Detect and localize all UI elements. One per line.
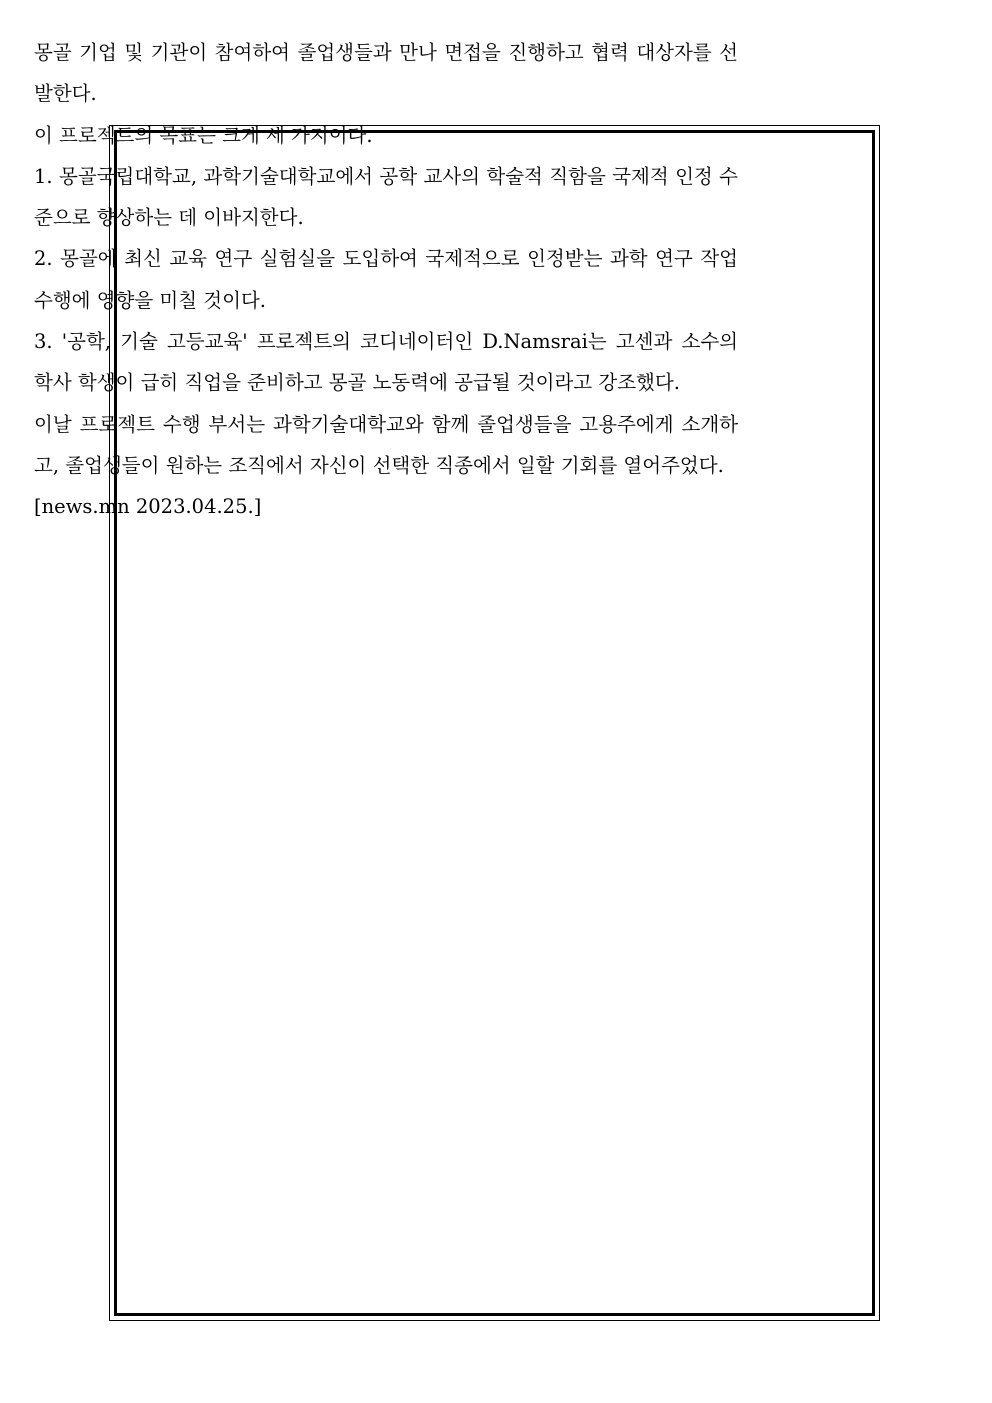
paragraph-goal-2: 2. 몽골에 최신 교육 연구 실험실을 도입하여 국제적으로 인정받는 과학 연구 작업 수행에 영향을 미칠 것이다. — [34, 247, 738, 312]
source-citation: [news.mn 2023.04.25.] — [34, 495, 262, 519]
paragraph-goals-intro: 이 프로젝트의 목표는 크게 세 가지이다. — [34, 123, 373, 147]
paragraph-employers: 이날 프로젝트 수행 부서는 과학기술대학교와 함께 졸업생들을 고용주에게 소개하고, 졸업생들이 원하는 조직에서 자신이 선택한 직종에서 일할 기회를 열어주었다. — [34, 412, 738, 477]
paragraph-goal-1: 1. 몽골국립대학교, 과학기술대학교에서 공학 교사의 학술적 직함을 국제적 인정 수준으로 향상하는 데 이바지한다. — [34, 164, 738, 230]
article-body — [34, 32, 738, 528]
paragraph-goal-3: 3. '공학, 기술 고등교육' 프로젝트의 코디네이터인 D.Namsrai는 고센과 소수의 학사 학생이 급히 직업을 준비하고 몽골 노동력에 공급될 것이라고 강조했다. — [34, 330, 738, 395]
paragraph-interviews: 몽골 기업 및 기관이 참여하여 졸업생들과 만나 면접을 진행하고 협력 대상자를 선발한다. — [34, 41, 738, 106]
